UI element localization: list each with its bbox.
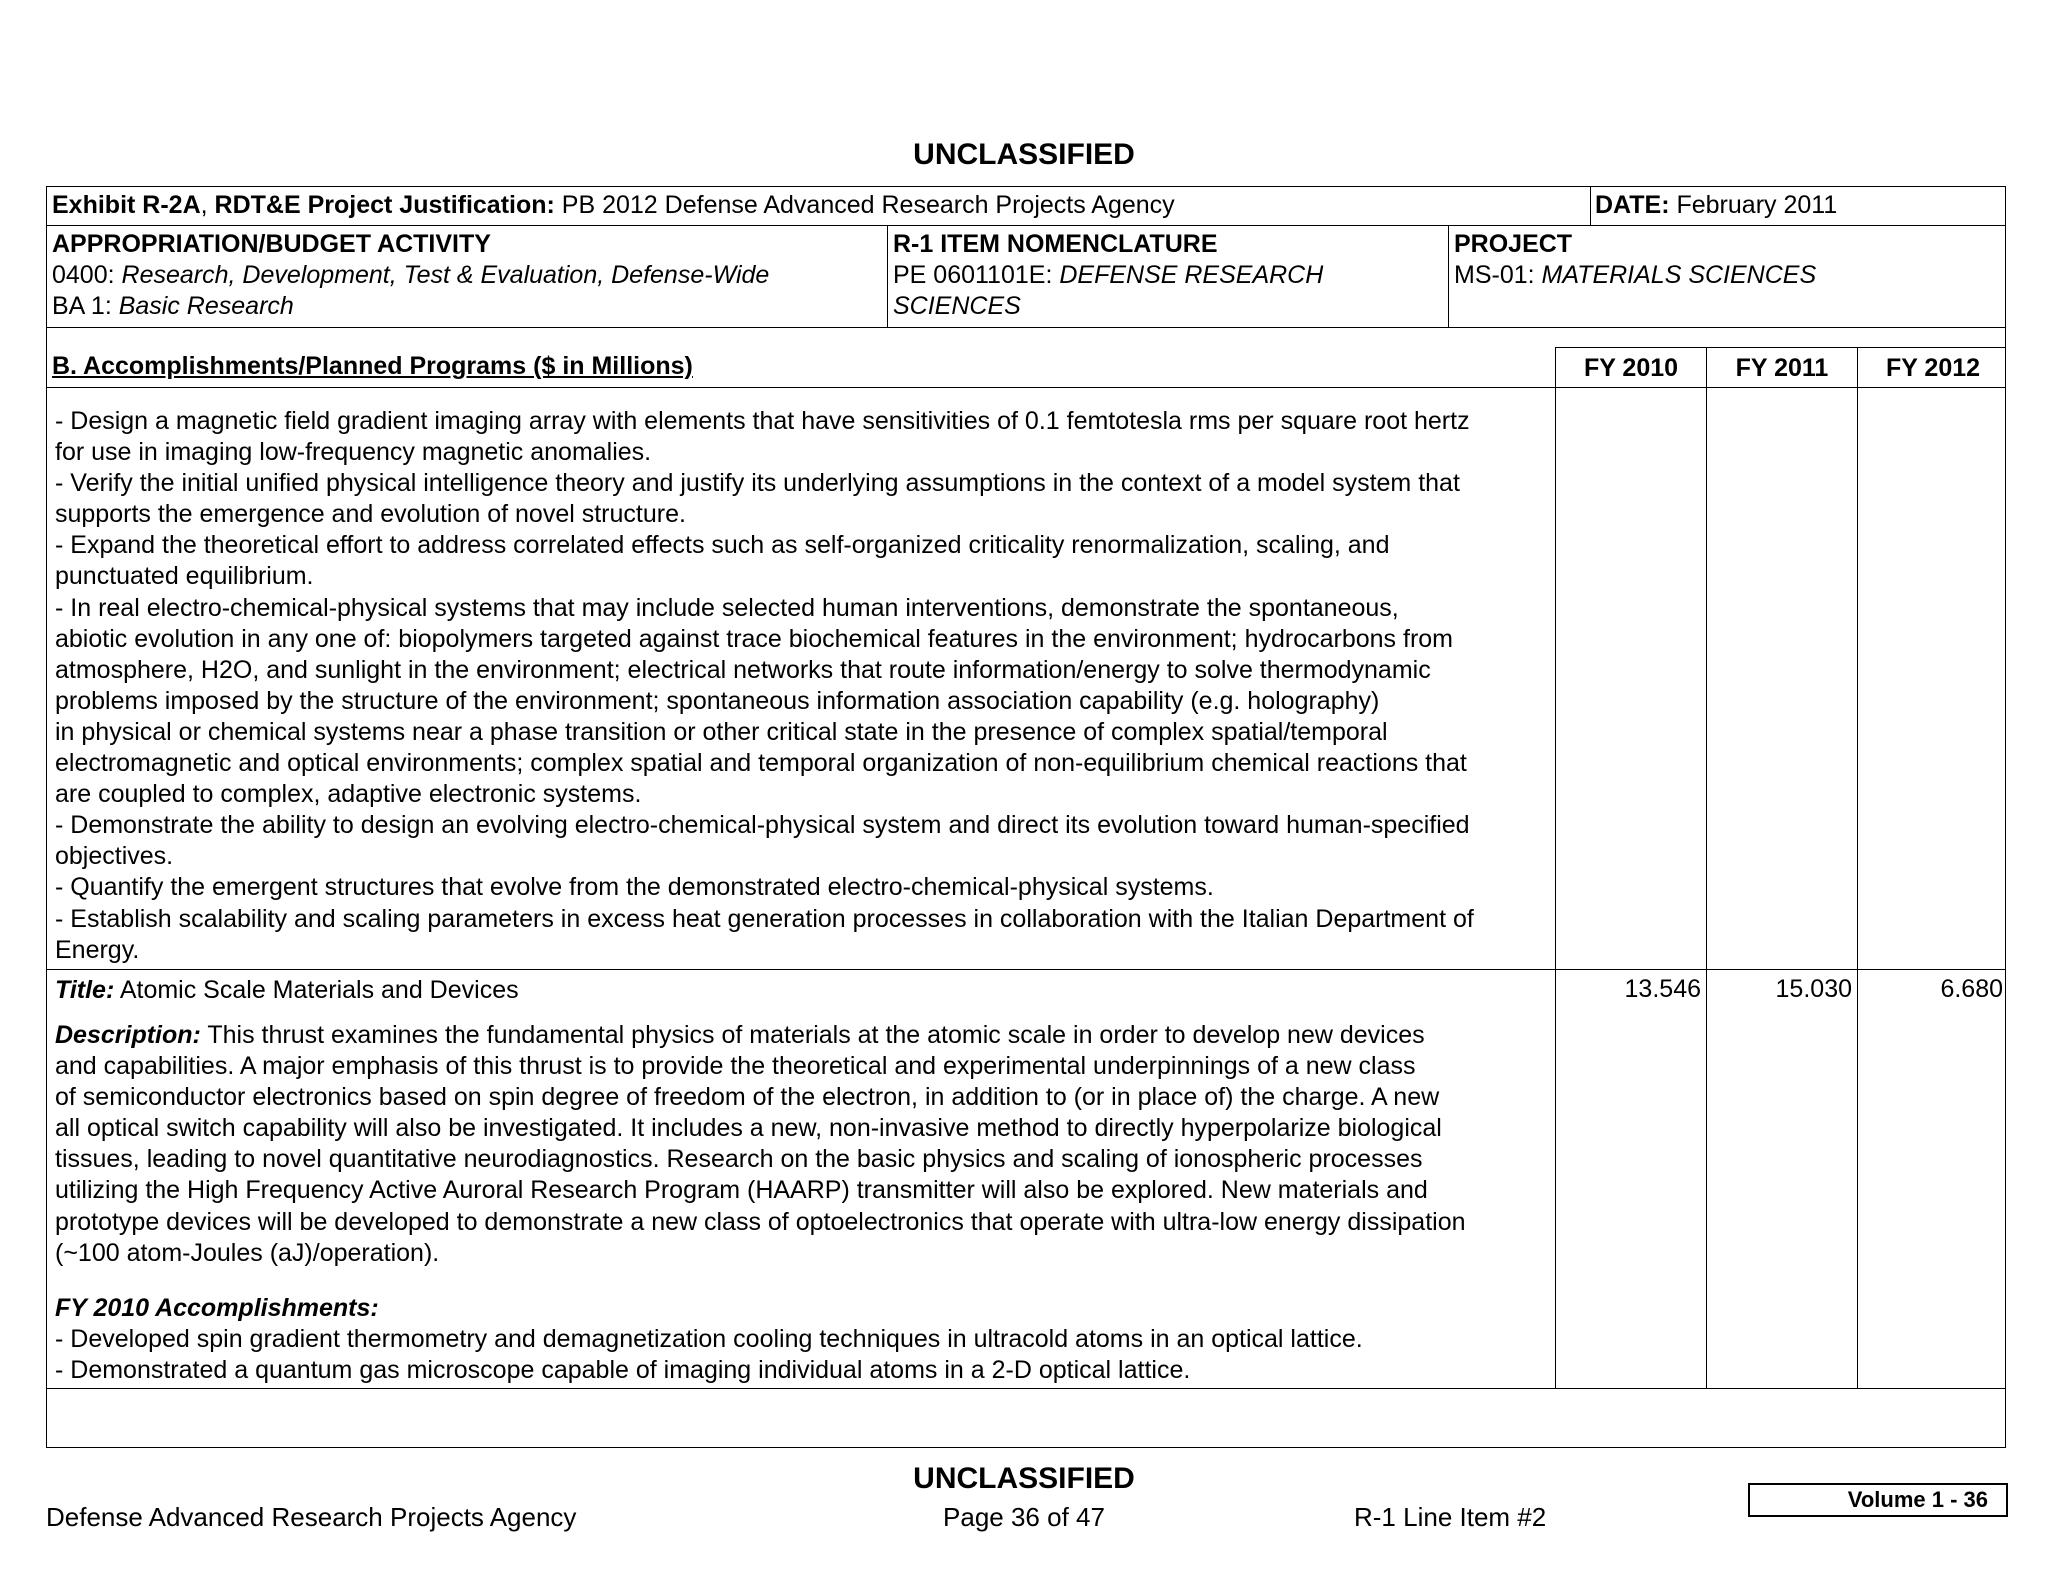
row-divider (46, 387, 2006, 388)
value-fy2012: 6.680 (1940, 975, 2003, 1003)
row-divider (46, 1388, 2006, 1389)
exhibit-date (1595, 190, 1837, 221)
row-divider (46, 327, 2006, 328)
appropriation-cell (52, 229, 769, 322)
exhibit-rest: PB 2012 Defense Advanced Research Projects Agency (554, 191, 1175, 219)
description-line: and capabilities. A major emphasis of this thrust is to provide the theoretical and experimental underpinnings of a new class (55, 1052, 1416, 1081)
date-label: DATE: (1595, 191, 1670, 219)
footer-agency: Defense Advanced Research Projects Agency (46, 1502, 577, 1532)
project-heading: PROJECT (1454, 230, 1573, 258)
list-item: - Establish scalability and scaling parameters in excess heat generation processes in collaboration with the Italian Department of (55, 904, 1474, 933)
list-item: objectives. (55, 842, 174, 871)
accomplishments (55, 1293, 1363, 1386)
fy-header-2012: FY 2012 (1885, 354, 1981, 382)
appropriation-line2: BA 1: Basic Research (52, 292, 294, 320)
list-item: - Quantify the emergent structures that evolve from the demonstrated electro-chemical-physical systems. (55, 873, 1214, 902)
list-item: - Demonstrated a quantum gas microscope capable of imaging individual atoms in a 2-D optical lattice. (55, 1356, 1191, 1385)
project-cell (1454, 229, 1816, 291)
date-value: February 2011 (1669, 191, 1838, 219)
description-line: tissues, leading to novel quantitative neurodiagnostics. Research on the basic physics and scaling of ionospheric processes (55, 1145, 1423, 1174)
col-divider (1857, 347, 1858, 1388)
list-item: abiotic evolution in any one of: biopolymers targeted against trace biochemical features in the environment; hydrocarbons from (55, 624, 1453, 653)
description-line: utilizing the High Frequency Active Auroral Research Program (HAARP) transmitter will also be explored. New materials and (55, 1176, 1428, 1205)
list-item: - Developed spin gradient thermometry and demagnetization cooling techniques in ultracold atoms in an optical lattice. (55, 1325, 1363, 1354)
classification-bottom: UNCLASSIFIED (913, 1462, 1135, 1495)
col-divider (1448, 225, 1449, 328)
list-item: problems imposed by the structure of the environment; spontaneous information association capability (e.g. holography) (55, 686, 1380, 715)
col-divider (1555, 347, 1556, 1388)
volume-box: Volume 1 - 36 (1748, 1483, 2008, 1517)
row-divider (46, 225, 2006, 226)
footer-line-item: R-1 Line Item #2 (1354, 1502, 1547, 1532)
description-line: prototype devices will be developed to demonstrate a new class of optoelectronics that operate with ultra-low energy dissipation (55, 1207, 1466, 1236)
r1-item-cell (893, 229, 1323, 322)
thrust-title (55, 975, 519, 1006)
accomplishments-heading: FY 2010 Accomplishments: (55, 1294, 379, 1322)
exhibit-bold-title: RDT&E Project Justification: (214, 191, 555, 219)
thrust-title-text: Atomic Scale Materials and Devices (114, 976, 519, 1004)
planned-programs-list (55, 406, 1474, 966)
list-item: in physical or chemical systems near a phase transition or other critical state in the presence of complex spatial/temporal (55, 717, 1388, 746)
thrust-description (55, 1020, 1466, 1269)
fy-header-2011: FY 2011 (1735, 354, 1829, 382)
description-line: Description: This thrust examines the fundamental physics of materials at the atomic scale in order to develop new devices (55, 1021, 1425, 1049)
row-divider (1555, 347, 2006, 348)
footer-page: Page 36 of 47 (943, 1502, 1105, 1532)
description-line: (~100 atom-Joules (aJ)/operation). (55, 1238, 440, 1267)
list-item: - In real electro-chemical-physical systems that may include selected human interventions, demonstrate the spontaneous, (55, 593, 1399, 622)
appropriation-heading: APPROPRIATION/BUDGET ACTIVITY (52, 230, 491, 258)
r1-item-heading: R-1 ITEM NOMENCLATURE (893, 230, 1218, 258)
list-item: for use in imaging low-frequency magnetic anomalies. (55, 438, 652, 467)
fy-header-2010: FY 2010 (1583, 354, 1679, 382)
list-item: atmosphere, H2O, and sunlight in the environment; electrical networks that route information/energy to solve thermodynamic (55, 655, 1431, 684)
list-item: - Verify the initial unified physical intelligence theory and justify its underlying assumptions in the context of a model system that (55, 469, 1460, 498)
value-fy2010: 13.546 (1624, 975, 1701, 1003)
list-item: electromagnetic and optical environments; complex spatial and temporal organization of non-equilibrium chemical reactions that (55, 749, 1467, 778)
project-line: MS-01: MATERIALS SCIENCES (1454, 261, 1817, 289)
exhibit-title (52, 190, 1175, 221)
value-fy2011: 15.030 (1775, 975, 1852, 1003)
col-divider (1590, 186, 1591, 226)
list-item: - Demonstrate the ability to design an evolving electro-chemical-physical system and direct its evolution toward human-specified (55, 811, 1470, 840)
r1-item-line1: PE 0601101E: DEFENSE RESEARCH (893, 261, 1324, 289)
thrust-title-label: Title: (55, 976, 115, 1004)
section-title: B. Accomplishments/Planned Programs ($ in Millions) (52, 352, 693, 380)
list-item: - Design a magnetic field gradient imaging array with elements that have sensitivities of 0.1 femtotesla rms per square root hertz (55, 407, 1470, 435)
list-item: Energy. (55, 935, 140, 964)
list-item: punctuated equilibrium. (55, 562, 314, 591)
list-item: - Expand the theoretical effort to address correlated effects such as self-organized criticality renormalization, scaling, and (55, 531, 1390, 560)
description-line: of semiconductor electronics based on spin degree of freedom of the electron, in addition to (or in place of) the charge. A new (55, 1083, 1440, 1112)
exhibit-label: Exhibit R-2A (52, 191, 201, 219)
description-line: all optical switch capability will also be investigated. It includes a new, non-invasive method to directly hyperpolarize biological (55, 1114, 1442, 1143)
row-divider (46, 969, 2006, 970)
list-item: are coupled to complex, adaptive electronic systems. (55, 780, 642, 809)
appropriation-line1: 0400: Research, Development, Test & Evaluation, Defense-Wide (52, 261, 770, 289)
exhibit-sep: , (200, 191, 215, 219)
list-item: supports the emergence and evolution of novel structure. (55, 500, 686, 529)
col-divider (1706, 347, 1707, 1388)
col-divider (887, 225, 888, 328)
classification-top: UNCLASSIFIED (913, 138, 1135, 171)
r1-item-line2: SCIENCES (893, 292, 1021, 320)
